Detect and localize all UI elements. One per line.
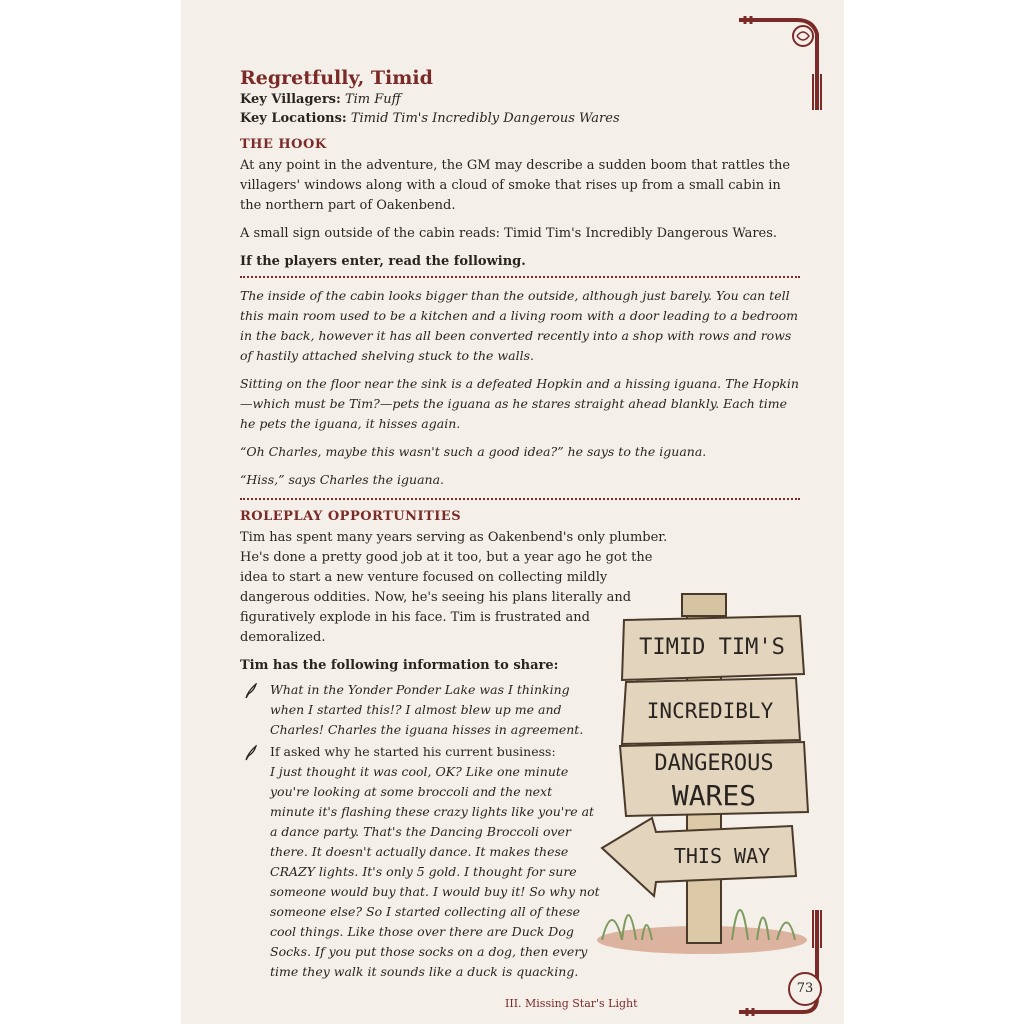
readaloud-divider-top (240, 276, 800, 278)
roleplay-lead: Tim has the following information to share: (240, 658, 559, 673)
hook-paragraph-1: At any point in the adventure, the GM may describe a sudden boom that rattles the villagers' windows along with a cloud of smoke that rises up from a small cabin in the northern part of Oakenbend. (240, 158, 791, 213)
feather-icon (244, 745, 258, 761)
sign-line-2: INCREDIBLY (646, 699, 774, 723)
key-locations-value: Timid Tim's Incredibly Dangerous Wares (350, 111, 620, 126)
key-locations (240, 109, 800, 128)
bullet-2-intro: If asked why he started his current business: (270, 744, 556, 759)
sign-line-1: TIMID TIM'S (639, 635, 785, 660)
section-title: Regretfully, Timid (240, 67, 433, 89)
roleplay-paragraph: Tim has spent many years serving as Oakenbend's only plumber. He's done a pretty good job at it too, but a year ago he got the idea to start a new venture focused on collecting mildly dangerous oddities. Now, he's seeing his plans literally and figuratively explode in his face. Tim is frustrated and demoralized. (240, 530, 668, 645)
readaloud-box (240, 286, 800, 490)
sign-line-3: DANGEROUS (654, 751, 774, 776)
hook-paragraph-2: A small sign outside of the cabin reads: Timid Tim's Incredibly Dangerous Wares. (240, 226, 778, 241)
sign-line-4: WARES (671, 779, 757, 812)
bullet-2-quote: I just thought it was cool, OK? Like one minute you're looking at some broccoli and the next minute it's flashing these crazy lights like you're at a dance party. That's the Dancing Broccoli over there. It doesn't actually dance. It makes these CRAZY lights. It's only 5 gold. I thought for sure someone would buy that. I would buy it! So why not someone else? So I started collecting all of these cool things. Like those over there are Duck Dog Socks. If you put those socks on a dog, then every time they walk it sounds like a duck is quacking. (270, 764, 600, 979)
readaloud-paragraph: “Oh Charles, maybe this wasn't such a good idea?” he says to the iguana. (240, 444, 707, 459)
roleplay-heading: ROLEPLAY OPPORTUNITIES (240, 509, 462, 524)
page-footer: III. Missing Star's Light (505, 997, 638, 1010)
key-villagers-label: Key Villagers: (240, 92, 341, 107)
list-item (240, 680, 600, 740)
hook-heading: THE HOOK (240, 137, 327, 152)
readaloud-paragraph: Sitting on the floor near the sink is a defeated Hopkin and a hissing iguana. The Hopkin—which must be Tim?—pets the iguana as he stares straight ahead blankly. Each time he pets the iguana, it hisses again. (240, 376, 799, 431)
hook-lead: If the players enter, read the following. (240, 254, 526, 269)
key-villagers (240, 90, 800, 109)
sign-arrow-text: THIS WAY (673, 844, 771, 868)
bullet-1-text: What in the Yonder Ponder Lake was I thinking when I started this!? I almost blew up me and Charles! Charles the iguana hisses in agreement. (270, 682, 584, 737)
page-number: 73 (788, 972, 822, 1006)
readaloud-paragraph: “Hiss,” says Charles the iguana. (240, 472, 445, 487)
readaloud-divider-bottom (240, 498, 800, 500)
readaloud-paragraph: The inside of the cabin looks bigger than the outside, although just barely. You can tell this main room used to be a kitchen and a living room with a door leading to a bedroom in the back, however it has all been converted recently into a shop with rows and rows of hastily attached shelving stuck to the walls. (240, 288, 798, 363)
key-villagers-value: Tim Fuff (344, 92, 401, 107)
info-list (240, 680, 600, 982)
key-locations-label: Key Locations: (240, 111, 347, 126)
feather-icon (244, 683, 258, 699)
wooden-sign-illustration (582, 590, 822, 960)
list-item (240, 742, 600, 982)
